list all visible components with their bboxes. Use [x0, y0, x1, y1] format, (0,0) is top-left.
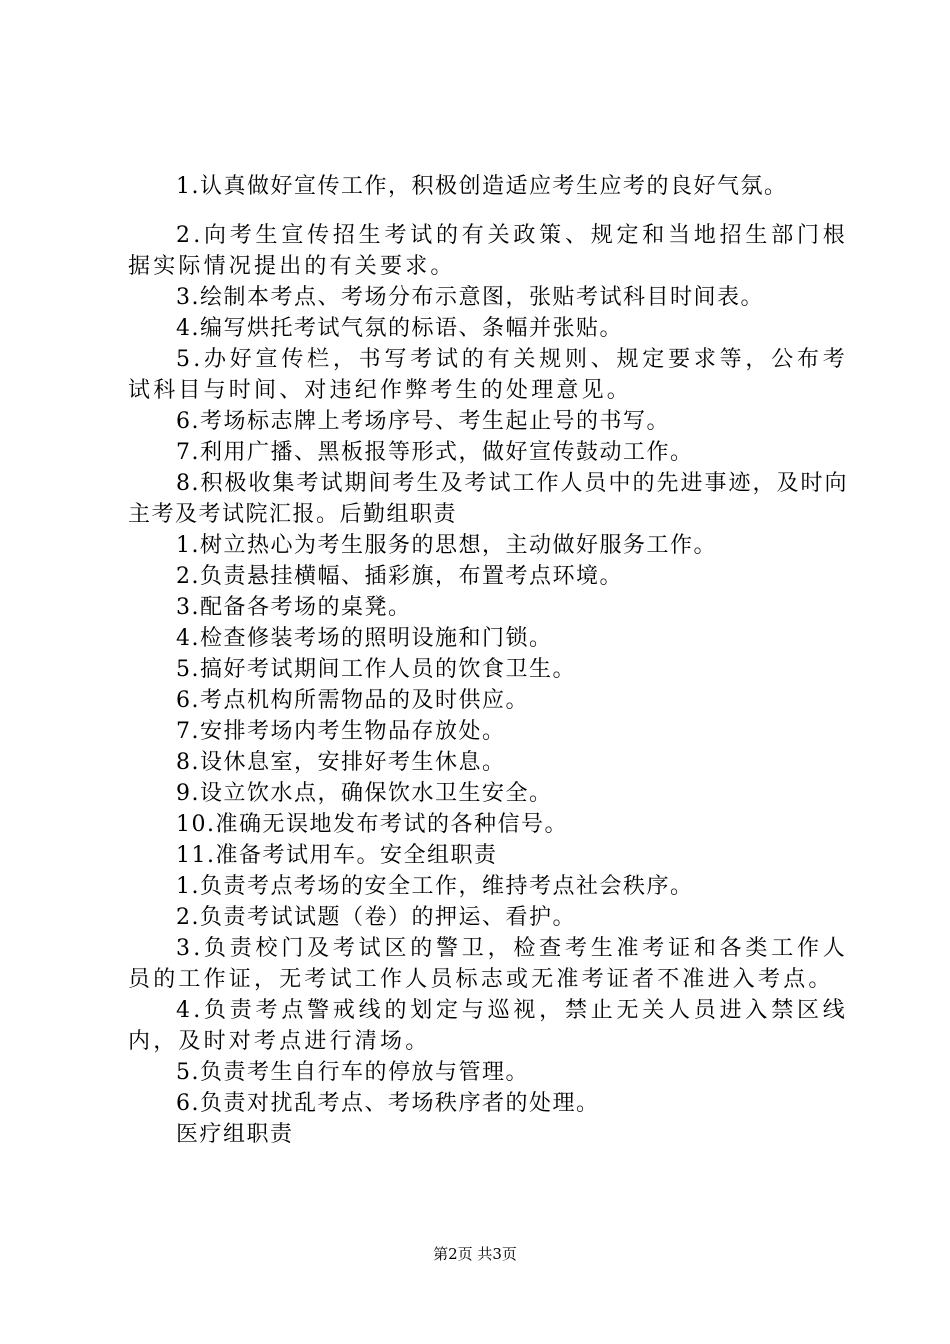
paragraph: 1.认真做好宣传工作，积极创造适应考生应考的良好气氛。 — [176, 174, 788, 199]
paragraph: 7.安排考场内考生物品存放处。 — [176, 719, 506, 744]
paragraph: 1.负责考点考场的安全工作，维持考点社会秩序。 — [176, 874, 694, 899]
paragraph: 4.负责考点警戒线的划定与巡视，禁止无关人员进入禁区线内，及时对考点进行清场。 — [128, 998, 848, 1054]
paragraph: 5.办好宣传栏，书写考试的有关规则、规定要求等，公布考试科目与时间、对违纪作弊考生的处理意见。 — [128, 347, 848, 403]
paragraph: 4.检查修装考场的照明设施和门锁。 — [176, 626, 553, 651]
paragraph: 6.考点机构所需物品的及时供应。 — [176, 688, 529, 713]
paragraph: 8.设休息室，安排好考生休息。 — [176, 750, 506, 775]
document-body — [128, 171, 848, 1150]
paragraph: 2.负责考试试题（卷）的押运、看护。 — [176, 905, 576, 930]
section-heading: 医疗组职责 — [176, 1122, 294, 1147]
paragraph: 8.积极收集考试期间考生及考试工作人员中的先进事迹，及时向主考及考试院汇报。后勤组职责 — [128, 471, 848, 527]
paragraph: 3.负责校门及考试区的警卫，检查考生准考证和各类工作人员的工作证，无考试工作人员标志或无准考证者不准进入考点。 — [128, 936, 848, 992]
paragraph: 2.负责悬挂横幅、插彩旗，布置考点环境。 — [176, 564, 623, 589]
paragraph: 3.绘制本考点、考场分布示意图，张贴考试科目时间表。 — [176, 285, 764, 310]
paragraph: 10.准确无误地发布考试的各种信号。 — [176, 812, 568, 837]
paragraph: 5.搞好考试期间工作人员的饮食卫生。 — [176, 657, 576, 682]
paragraph: 9.设立饮水点，确保饮水卫生安全。 — [176, 781, 553, 806]
paragraph: 2.向考生宣传招生考试的有关政策、规定和当地招生部门根据实际情况提出的有关要求。 — [128, 223, 848, 279]
paragraph: 11.准备考试用车。安全组职责 — [176, 843, 498, 868]
paragraph: 3.配备各考场的桌凳。 — [176, 595, 412, 620]
paragraph: 6.考场标志牌上考场序号、考生起止号的书写。 — [176, 409, 670, 434]
paragraph: 1.树立热心为考生服务的思想，主动做好服务工作。 — [176, 533, 717, 558]
paragraph: 6.负责对扰乱考点、考场秩序者的处理。 — [176, 1091, 600, 1116]
paragraph: 4.编写烘托考试气氛的标语、条幅并张贴。 — [176, 316, 623, 341]
paragraph: 7.利用广播、黑板报等形式，做好宣传鼓动工作。 — [176, 440, 694, 465]
page-footer: 第2页 共3页 — [433, 1245, 517, 1263]
paragraph: 5.负责考生自行车的停放与管理。 — [176, 1060, 529, 1085]
